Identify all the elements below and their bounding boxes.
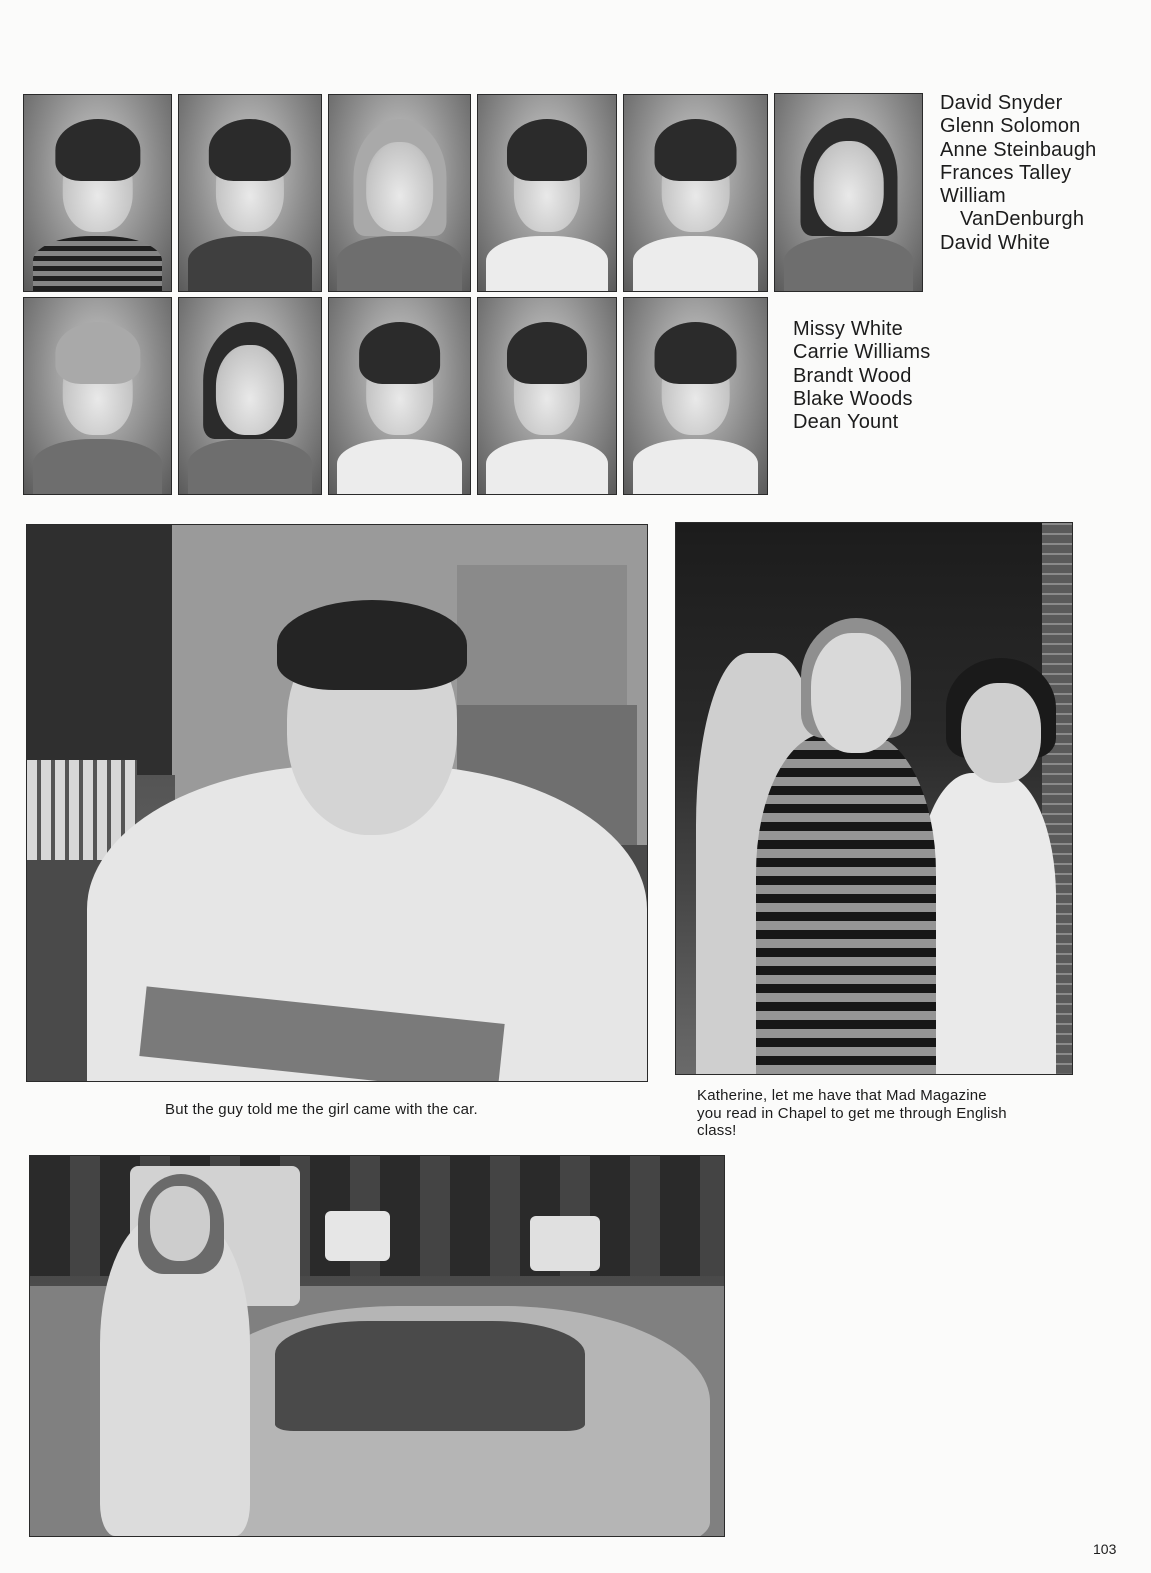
name-item: Frances Talley: [940, 161, 1072, 184]
caption-girls-walking: [697, 1087, 1007, 1140]
portrait-blake-woods: [477, 297, 617, 495]
name-item: David Snyder: [940, 92, 1063, 114]
candid-photo-girls-walking: [675, 522, 1073, 1075]
caption-line: class!: [697, 1122, 737, 1139]
portrait-missy-white: [23, 297, 172, 495]
name-item: Carrie Williams: [793, 341, 931, 364]
name-item: Brandt Wood: [793, 364, 912, 387]
name-item: William: [940, 185, 1006, 208]
portrait-carrie-williams: [178, 297, 322, 495]
caption-line: Katherine, let me have that Mad Magazine: [697, 1087, 987, 1104]
candid-photo-girl-car: [29, 1155, 725, 1537]
caption-line: you read in Chapel to get me through English: [697, 1104, 1007, 1122]
name-item: David White: [940, 231, 1051, 254]
portrait-david-white: [774, 93, 923, 292]
name-item: VanDenburgh: [960, 208, 1085, 231]
portrait-frances-talley: [477, 94, 617, 292]
candid-photo-boy-desk: [26, 524, 648, 1082]
name-item: Anne Steinbaugh: [940, 138, 1097, 161]
portrait-glenn-solomon: [178, 94, 322, 292]
name-item: Missy White: [793, 318, 903, 340]
caption-boy-desk: But the guy told me the girl came with the car.: [165, 1101, 478, 1118]
name-item: Blake Woods: [793, 387, 913, 410]
name-item: Glenn Solomon: [940, 115, 1081, 138]
portrait-brandt-wood: [328, 297, 471, 495]
portrait-william-vandenburgh: [623, 94, 768, 292]
names-list-row2: [793, 318, 930, 434]
name-item: Dean Yount: [793, 411, 899, 434]
portrait-anne-steinbaugh: [328, 94, 471, 292]
page-number: 103: [1093, 1541, 1117, 1557]
portrait-david-snyder: [23, 94, 172, 292]
portrait-dean-yount: [623, 297, 768, 495]
names-list-row1: [940, 92, 1096, 255]
